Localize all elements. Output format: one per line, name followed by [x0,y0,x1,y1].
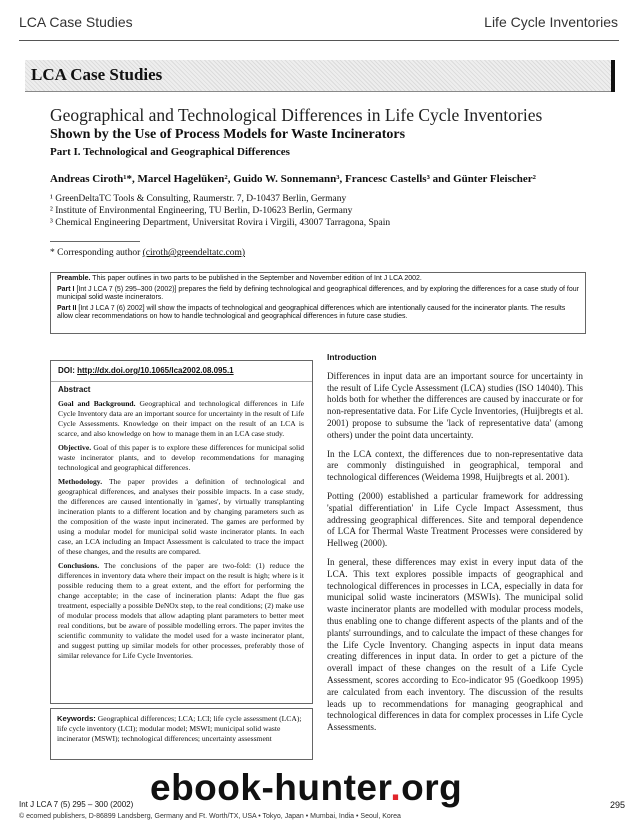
abstract-methodology-label: Methodology. [58,477,103,486]
preamble-intro [57,275,579,284]
preamble-part1 [57,286,579,303]
watermark-part2: org [401,767,463,808]
abstract-box [50,360,313,704]
doi [58,366,234,375]
section-label: LCA Case Studies [31,65,163,84]
abstract-methodology-text: The paper provides a definition of technological and geographical differences, and analyses their possible impacts. In a case study, the differences are caused intentionally in 'games', by virtually transplanting incineration plants to a different location and by changing parameters such as the composition of the waste input incinerated. The games are performed by using a modular model for municipal solid waste incinerator plants. In each case, an LCA including an Impact Assessment is calculated to trace the impact of these changes, and the results are compared. [58,477,304,556]
corresponding-author [50,248,245,258]
page-number: 295 [610,800,626,810]
abstract-goal [58,399,304,439]
introduction-heading: Introduction [327,352,377,362]
watermark-part1: ebook-hunter [150,767,391,808]
affiliation-3: ³ Chemical Engineering Department, Universitat Rovira i Virgili, 43007 Tarragona, Spain [50,218,391,228]
section-band [25,60,615,92]
running-head-left: LCA Case Studies [19,14,133,30]
footnote-rule [50,241,140,242]
corresponding-label: * Corresponding author [50,248,141,258]
running-head-right: Life Cycle Inventories [484,14,618,30]
abstract-objective-label: Objective. [58,443,92,452]
preamble-part1-label: Part I [57,285,75,293]
keywords-box [50,708,313,760]
footer-publisher: © ecomed publishers, D-86899 Landsberg, Germany and Ft. Worth/TX, USA • Tokyo, Japan • Mumbai, India • Seoul, Korea [19,813,401,820]
preamble-part1-text: [Int J LCA 7 (5) 295–300 (2002)] prepares the field by defining technological and geographical differences, and by exploring the differences for a case study of four municipal solid waste incinerators. [57,285,579,302]
abstract-conclusions-text: The conclusions of the paper are two-fold: (1) reduce the differences in inventory data where their impact on the result is high; where is it possible reducing them to a great extent, and the effort for performing the change acceptable; in the case of incineration plants: Adapt the flue gas treatment, especially a possible DeNOx step, to the real conditions; (2) make use of modular process models that allow adapting plant parameters to better meet real conditions, but be aware of possible modelling errors. The paper invites the scientific community to validate the model used for a waste incinerator plant, and suggest putting up similar models for other processes, preferably those of similar relevance for Life Cycle Inventories. [58,561,304,660]
abstract-heading: Abstract [58,385,91,394]
doi-rule [51,381,312,382]
introduction [327,352,583,741]
affiliation-1: ¹ GreenDeltaTC Tools & Consulting, Raumerstr. 7, D-10437 Berlin, Germany [50,194,347,204]
watermark [150,767,462,809]
keywords-label: Keywords: [57,714,96,723]
doi-label: DOI: [58,366,78,375]
preamble-part2-text: [Int J LCA 7 (6) 2002] will show the impacts of technological and geographical differences which are intentionally caused for the incinerator plants. The results allow clear recommendations on how to handle technological and geographical differences in future case studies. [57,304,566,321]
abstract-objective [58,443,304,473]
doi-link[interactable]: http://dx.doi.org/10.1065/lca2002.08.095.1 [77,366,234,375]
header-rule [19,40,619,41]
preamble-text: This paper outlines in two parts to be published in the September and November edition of Int J LCA 2002. [90,275,422,282]
abstract-methodology [58,477,304,557]
article-title: Geographical and Technological Differences in Life Cycle Inventories [50,105,543,125]
preamble-part2-label: Part II [57,304,77,312]
abstract-objective-text: Goal of this paper is to explore these differences for municipal solid waste incinerator plants, and to develop recommendations for managing technological and geographical differences. [58,443,304,472]
abstract-conclusions-label: Conclusions. [58,561,100,570]
article-subtitle: Shown by the Use of Process Models for Waste Incinerators [50,127,406,142]
affiliation-2: ² Institute of Environmental Engineering, TU Berlin, D-10623 Berlin, Germany [50,206,353,216]
preamble-label: Preamble. [57,275,91,282]
preamble-part2 [57,305,579,322]
intro-paragraph-1: Differences in input data are an important source for uncertainty in the result of Life Cycle Assessment (LCA) studies (ISO 14040). This holds both for whether the differences are caused by inaccurate or for non-representative data. For Life Cycle Inventories, (Huijbregts et al. 2001) propose to subsume the 'lack of representative data' (among others) under the point data uncertainty. [327,370,583,440]
watermark-dot: . [390,767,402,808]
abstract-conclusions [58,561,304,661]
article-part: Part I. Technological and Geographical Differences [50,146,290,158]
intro-paragraph-4: In general, these differences may exist in every input data of the LCA. This text explores possible impacts of geographical and technological differences in processes in LCA, especially in data for municipal solid waste incinerators (MSWIs). The municipal solid waste incinerator plants are modelled with modular process models, thus enabling one to change different aspects of the plants and of the plants' surroundings, and to calculate the impact of these changes for the Life Cycle Inventory. Changing aspects in input data means creating differences in input data. In order to get a picture of the overall impact of these changes on the result of a Life Cycle Assessment, scores according to Eco-indicator 95 (Goedkoop 1995) are calculated from each inventory. The discussion of the results leads up to recommendations for managing geographical and technological differences in data for complex processes in Life Cycle Assessments. [327,556,583,733]
keywords-text: Geographical differences; LCA; LCI; life cycle assessment (LCA); life cycle inventory (LCI); modular model; MSWI; municipal solid waste incinerator (MSWI); technological differences; uncertainty assessment [57,714,302,743]
authors: Andreas Ciroth¹*, Marcel Hagelüken², Guido W. Sonnemann³, Francesc Castells³ and Günter Fleischer² [50,173,536,185]
intro-paragraph-2: In the LCA context, the differences due to non-representative data are commonly distinguished in geographical, temporal and technological differences (Weidema 1998, Huijbregts et al. 2001). [327,448,583,483]
abstract-body [58,399,304,665]
footer-citation: Int J LCA 7 (5) 295 – 300 (2002) [19,800,134,809]
preamble-box [50,272,586,334]
abstract-goal-text: Geographical and technological differences in Life Cycle Inventory data are an important source for uncertainty in the result of Life Cycle Assessments. Knowledge on their impact on the result of an LCA is scarce, and also knowledge on how to manage them in an LCA case study. [58,399,304,438]
intro-paragraph-3: Potting (2000) established a particular framework for addressing 'spatial differentiation' in Life Cycle Impact Assessment, thus addressing geographical differences. Site and temporal dependence of LCA for Thermal Waste Treatment Processes were considered by Hellweg (2000). [327,490,583,549]
corresponding-email-link[interactable]: (ciroth@greendeltatc.com) [142,248,246,258]
abstract-goal-label: Goal and Background. [58,399,136,408]
